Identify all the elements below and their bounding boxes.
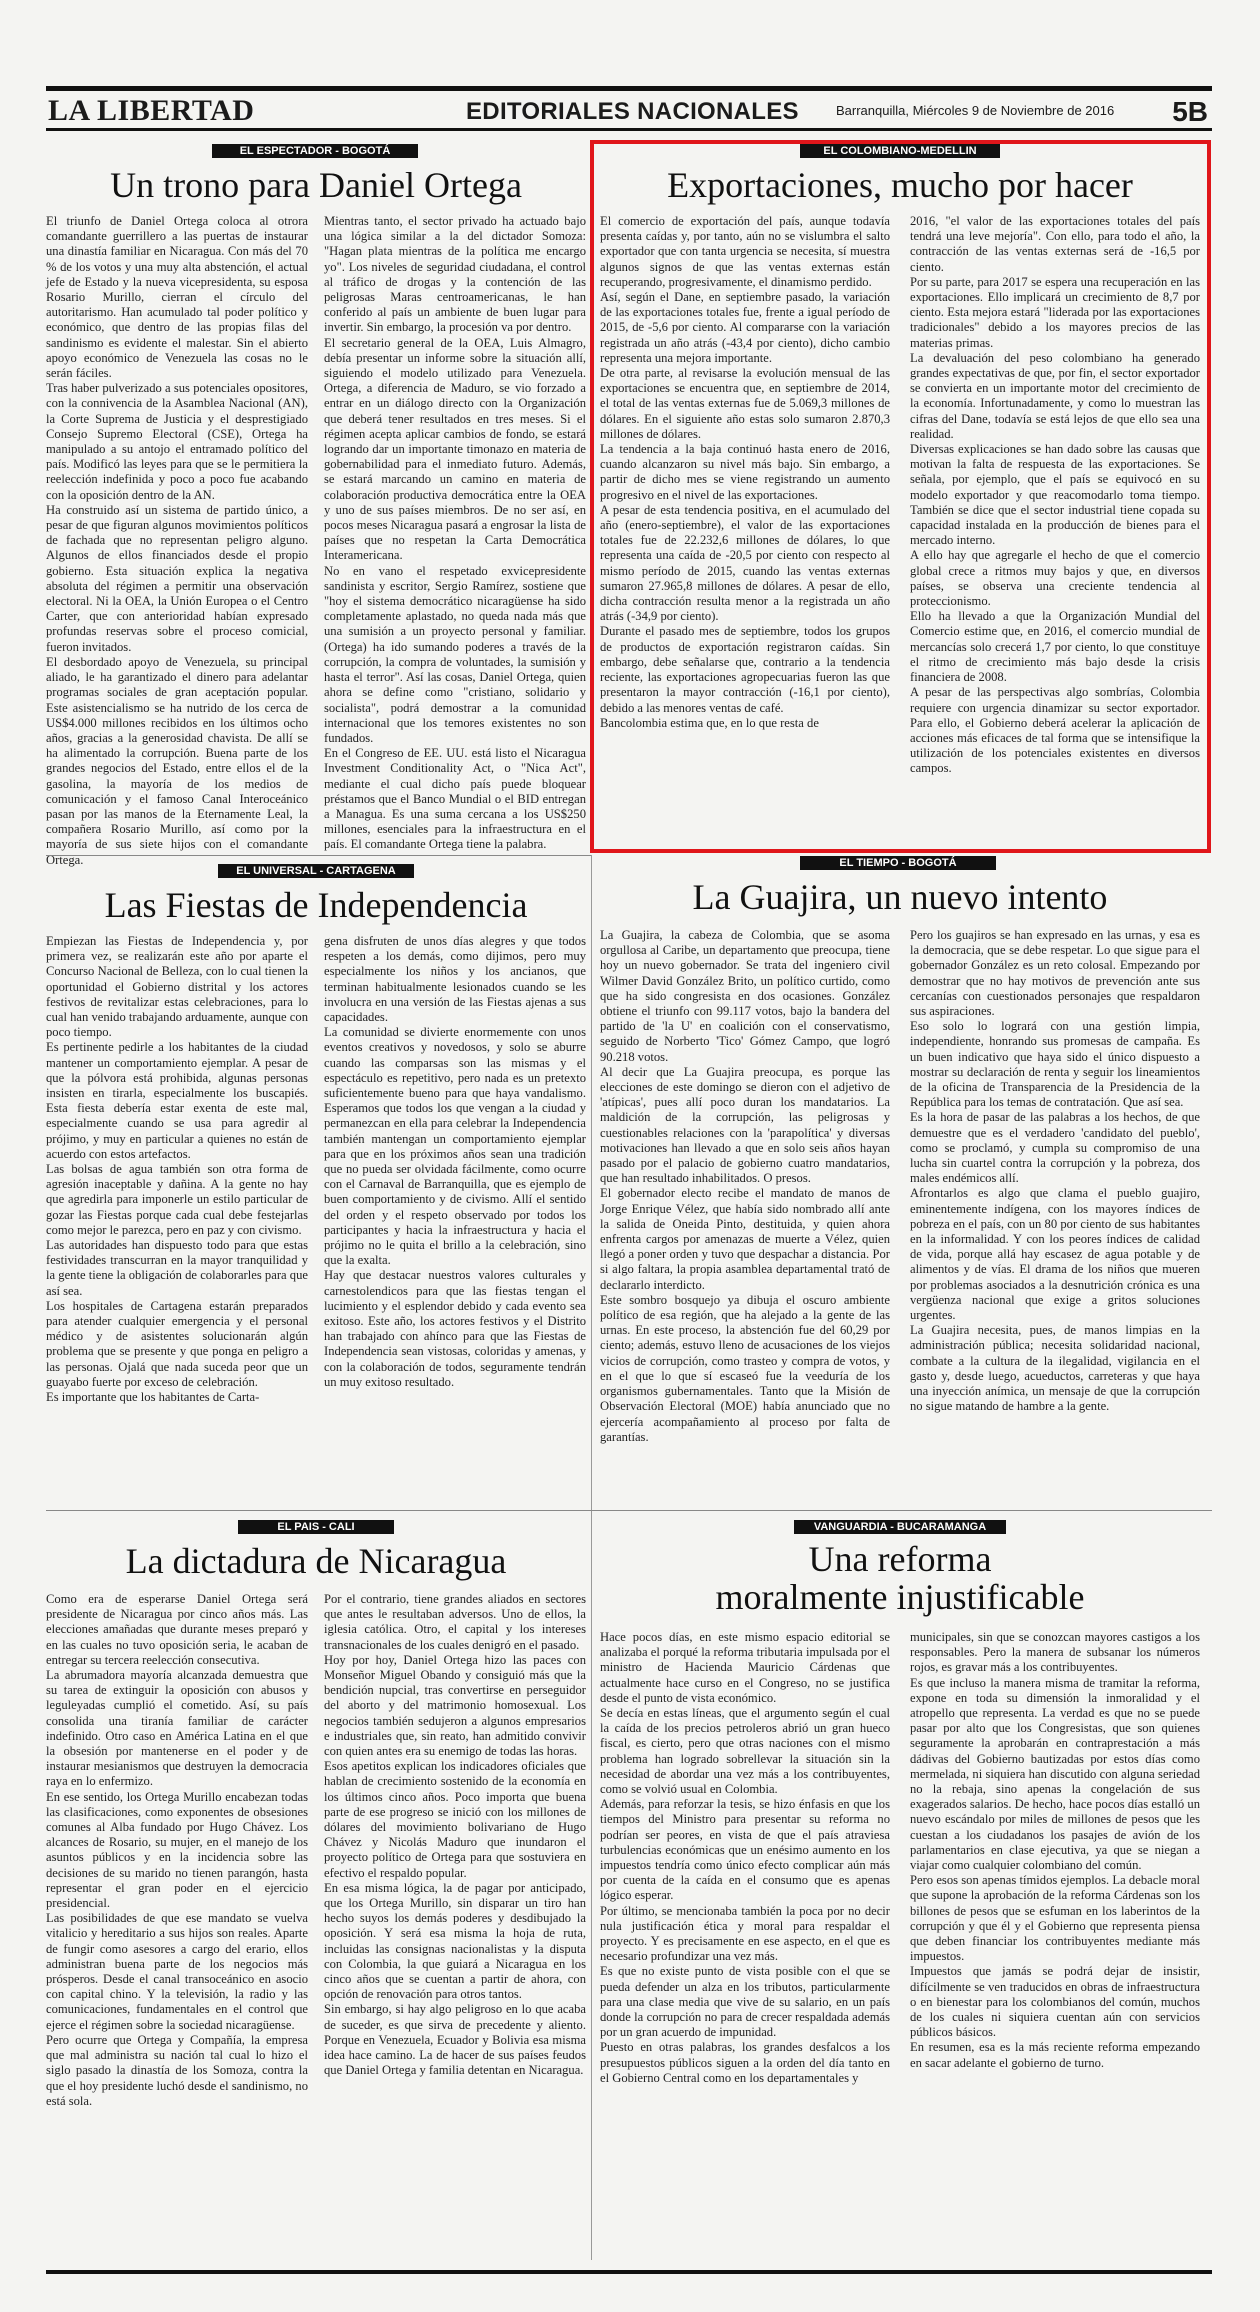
headline: Un trono para Daniel Ortega (110, 165, 522, 205)
paragraph: Por el contrario, tiene grandes aliados en sectores que antes le resultaban adversos. Uno de ellos, la iglesia católica. Otro, el capital y los intereses transnacionales de los cuales denigró en el pasado. (324, 1592, 586, 1652)
headline: Las Fiestas de Independencia (104, 885, 528, 925)
paragraph: Se decía en estas líneas, que el argumento según el cual la caída de los precios petroleros abrió un gran hueco fiscal, es cierto, pero que otras naciones con el mismo problema han logrado sobrellevar la situación sin la necesidad de abordar una vez más a los contribuyentes, como se volvió usual en Colombia. (600, 1706, 890, 1797)
article-column-2 (910, 1630, 1200, 2258)
article-column-1 (600, 214, 890, 842)
article-vanguardia (600, 1520, 1200, 2260)
page-number: 5B (1172, 96, 1208, 127)
paragraph: Puesto en otras palabras, los grandes desfalcos a los presupuestos públicos siguen a la orden del día tanto en el Gobierno Central como en los departamentales y (600, 2040, 890, 2085)
paragraph: Durante el pasado mes de septiembre, todos los grupos de productos de exportación registraron caídas. Sin embargo, debe señalarse que, contrario a la tendencia reciente, las exportaciones agropecuarias fueron las que presentaron la mayor contracción (-16,1 por ciento), debido a las menores ventas de café. (600, 624, 890, 715)
paragraph: Esos apetitos explican los indicadores oficiales que hablan de crecimiento sostenido de la economía en los últimos cinco años. Poco importa que buena parte de ese progreso se inició con los millones de dólares del movimiento bolivariano de Hugo Chávez y Nicolás Maduro que inundaron el proyecto político de Ortega para que sostuviera en efectivo el respaldo popular. (324, 1759, 586, 1880)
paragraph: En resumen, esa es la más reciente reforma empezando en sacar adelante el gobierno de turno. (910, 2040, 1200, 2070)
paragraph: Ello ha llevado a que la Organización Mundial del Comercio estime que, en 2016, el comercio mundial de mercancías solo crecerá 1,7 por ciento, lo que constituye el ritmo de crecimiento más bajo desde la crisis financiera de 2008. (910, 609, 1200, 685)
paragraph: Bancolombia estima que, en lo que resta de (600, 715, 819, 730)
paragraph: Ha construido así un sistema de partido único, a pesar de que figuran algunos movimientos políticos de fachada que no representan peligro alguno. Algunos de ellos financiados desde el propio gobierno. Esta situación explica la negativa absoluta del régimen a permitir una observación electoral. Ni la OEA, la Unión Europea o el Centro Carter, que con anterioridad habían expresado profundas reservas sobre el proceso comicial, fueron invitados. (46, 502, 308, 654)
paragraph: Por su parte, para 2017 se espera una recuperación en las exportaciones. Ello implicará un crecimiento de 8,7 por ciento. Esta mejora estará "liderada por las exportaciones tradicionales" debido a los mayores precios de las materias primas. (910, 274, 1200, 350)
paragraph: El triunfo de Daniel Ortega coloca al otrora comandante guerrillero a las puertas de instaurar una dinastía familiar en Nicaragua. Con más del 70 % de los votos y una muy alta abstención, el actual jefe de Estado y la nueva vicepresidenta, su esposa Rosario Murillo, cierran el círculo del autoritarismo. Han acumulado tal poder político y económico, que dentro de las propias filas del sandinismo es evidente el malestar. Sin el abierto apoyo económico de Venezuela las cosas no le serán fáciles. (46, 214, 308, 381)
article-column-2 (324, 214, 586, 850)
paragraph: Es pertinente pedirle a los habitantes de la ciudad mantener un comportamiento ejemplar. A pesar de que la pólvora está prohibida, algunas personas insisten en tirarla, especialmente los buscapiés. Esta fiesta debería estar exenta de este mal, especialmente cuando se usa para agredir al prójimo, y muy en particular a quienes no están de acuerdo con estos artefactos. (46, 1040, 308, 1161)
paragraph: El desbordado apoyo de Venezuela, su principal aliado, le ha garantizado el dinero para adelantar programas sociales de gran aceptación popular. Este asistencialismo se ha nutrido de los cerca de US$4.000 millones recibidos en los últimos ocho años, gracias a la generosidad chavista. De allí se ha alimentado la corrupción. Buena parte de los grandes negocios del Estado, entre ellos el de la gasolina, la mayoría de los medios de comunicación y el famoso Canal Interoceánico pasan por las manos de la Eternamente Leal, la compañera Rosario Murillo, así como por la mayoría de sus siete hijos con el comandante Ortega. (46, 654, 308, 867)
paragraph: Las bolsas de agua también son otra forma de agresión inaceptable y dañina. A la gente no hay que agredirla para imponerle un estilo particular de gozar las Fiestas porque cada cual debe festejarlas como mejor le parezca, pero en paz y con civismo. (46, 1162, 308, 1237)
paragraph: Pero esos son apenas tímidos ejemplos. La debacle moral que supone la aprobación de la reforma Cárdenas son los billones de pesos que se esfuman en los laberintos de la corrupción y que él y el Gobierno que representa piensa que deben financiar los contribuyentes mediante más impuestos. (910, 1873, 1200, 1964)
paragraph: No en vano el respetado exvicepresidente sandinista y escritor, Sergio Ramírez, sostiene que "hoy el sistema democrático nicaragüense ha sido completamente aplastado, no queda nada más que una sumisión a un proyecto personal y familiar. (Ortega) ha ido sumando poderes a través de la corrupción, la compra de voluntades, la sumisión y hasta el terror". Así las cosas, Daniel Ortega, quien ahora se define como "cristiano, solidario y socialista", podrá demostrar a la comunidad internacional que los temores existentes no son fundados. (324, 563, 586, 745)
paragraph: La Guajira, la cabeza de Colombia, que se asoma orgullosa al Caribe, un departamento que preocupa, tiene hoy un nuevo gobernador. Se trata del ingeniero civil Wilmer David González Brito, un político curtido, como que ha sido congresista en dos ocasiones. González obtiene el triunfo con 99.117 votos, bajo la bandera del partido de 'la U' en coalición con el conservatismo, seguido de Norberto 'Tico' Gómez Campo, que logró 90.218 votos. (600, 928, 890, 1064)
paragraph: El gobernador electo recibe el mandato de manos de Jorge Enrique Vélez, que había sido nombrado allí ante la salida de Oneida Pinto, destituida, y quien ahora enfrenta cargos por amenazas de muerte a Vélez, quien llegó a poner orden y tuvo que despachar a distancia. Por si algo faltara, la propia asamblea departamental trató de declararlo interdicto. (600, 1186, 890, 1292)
article-column-1 (600, 928, 890, 1502)
column-divider (591, 855, 592, 2260)
section-title: EDITORIALES NACIONALES (466, 98, 799, 125)
paragraph: En ese sentido, los Ortega Murillo encabezan todas las clasificaciones, como exponentes de obsesiones comunes al Alba fundado por Hugo Chávez. Los alcances de Rosario, su mujer, en el manejo de los asuntos públicos y en la incidencia sobre las decisiones de su marido no tienen parangón, hasta representar el gran poder en el ejercicio presidencial. (46, 1789, 308, 1911)
paragraph: La abrumadora mayoría alcanzada demuestra que su tarea de extinguir la oposición con abusos y leguleyadas cumplió el cometido. Así, su país consolida una tiranía familiar de carácter indefinido. Otro caso en América Latina en el que la obsesión por mantenerse en el poder y de instaurar mesianismos que destruyen la democracia raya en lo enfermizo. (46, 1668, 308, 1789)
paragraph: Los hospitales de Cartagena estarán preparados para atender cualquier emergencia y el personal médico y de asistentes solucionarán algún problema que se presente y que ponga en peligro a las personas. Ojalá que nada suceda peor que un guayabo fuerte por exceso de celebración. (46, 1298, 308, 1389)
paragraph: Al decir que La Guajira preocupa, es porque las elecciones de este domingo se dieron con el adjetivo de 'atípicas', pues allí poco duran los mandatarios. La maldición de la corrupción, las peligrosas y cuestionables relaciones con la 'parapolítica' y diversas motivaciones han llevado a que en solo seis años hayan pasado por el palacio de gobierno cuatro mandatarios, que han resultado inhabilitados. O presos. (600, 1064, 890, 1186)
article-column-1 (46, 1592, 308, 2258)
paragraph: De otra parte, al revisarse la evolución mensual de las exportaciones se encuentra que, en septiembre de 2014, el total de las ventas externas fue de 5.069,3 millones de dólares. En el siguiente año estas solo sumaron 2.870,3 millones de dólares. (600, 366, 890, 441)
paragraph: A pesar de las perspectivas algo sombrías, Colombia requiere con urgencia dinamizar su sector exportador. Para ello, el Gobierno deberá acelerar la aplicación de acciones más eficaces de tal forma que se intensifique la utilización de los potenciales existentes en diversos campos. (910, 685, 1200, 776)
source-badge: EL PAIS - CALI (238, 1520, 394, 1534)
paragraph: Como era de esperarse Daniel Ortega será presidente de Nicaragua por cinco años más. Las elecciones amañadas que durante meses preparó y en las cuales no tuvo oposición seria, le acaban de entregar su tercera reelección consecutiva. (46, 1592, 308, 1667)
paragraph: Es la hora de pasar de las palabras a los hechos, de que demuestre que es el verdadero 'candidato del pueblo', como se proclamó, y cumpla su compromiso de una lucha sin cuartel contra la corrupción y la pobreza, dos males endémicos allí. (910, 1110, 1200, 1186)
paragraph: La comunidad se divierte enormemente con unos eventos creativos y novedosos, y solo se aburre cuando las comparsas son las mismas y el espectáculo es repetitivo, pero nada es un pretexto suficientemente bueno para que haya vandalismo. Esperamos que todos los que vengan a la ciudad y permanezcan en ella para celebrar la Independencia también mantengan un comportamiento ejemplar para que en los próximos años sean una tradición que no pueda ser olvidada fácilmente, como ocurre con el Carnaval de Barranquilla, que es ejemplo de buen comportamiento y de civismo. Allí el sentido del orden y el respeto observado por todos los participantes y hacia la infraestructura y hacia el prójimo no le quita el brillo a la celebración, sino que la exalta. (324, 1025, 586, 1268)
paragraph: municipales, sin que se conozcan mayores castigos a los responsables. Pero la manera de subsanar los números rojos, es gravar más a los contribuyentes. (910, 1630, 1200, 1675)
paragraph: Sin embargo, si hay algo peligroso en lo que acaba de suceder, es que sirva de precedente y aliento. Porque en Venezuela, Ecuador y Bolivia esa misma idea hace camino. La de hacer de sus países feudos que Daniel Ortega y familia detentan en Nicaragua. (324, 2002, 586, 2078)
paragraph: Hay que destacar nuestros valores culturales y carnestolendicos para que las fiestas tengan el lucimiento y el esplendor debido y cada evento sea exitoso. Este año, los actores festivos y el Distrito han trabajado con ahínco para que las Fiestas de Independencia sean vistosas, coloridas y amenas, y con la colaboración de todos, seguramente tendrán un muy exitoso resultado. (324, 1268, 586, 1389)
article-column-2 (324, 1592, 586, 2258)
paragraph: La Guajira necesita, pues, de manos limpias en la administración pública; necesita solidaridad nacional, combate a la cultura de la ilegalidad, vigilancia en el gasto y, desde luego, acueductos, carreteras y que haya una inyección anímica, un mensaje de que la corrupción no sigue matando de hambre a la gente. (910, 1323, 1200, 1414)
paragraph: El comercio de exportación del país, aunque todavía presenta caídas y, por tanto, aún no se vislumbra el salto exportador que con tanta urgencia se necesita, sí muestra algunos signos de que las ventas externas están recuperando, progresivamente, el dinamismo perdido. (600, 214, 890, 289)
headline: Una reforma moralmente injustificable (715, 1539, 1085, 1617)
source-badge: EL COLOMBIANO-MEDELLIN (800, 144, 1000, 158)
article-column-1 (46, 214, 308, 867)
paragraph: Las autoridades han dispuesto todo para que estas festividades transcurran en la mayor tranquilidad y la gente tiene la obligación de colaborarles para que así sea. (46, 1238, 308, 1298)
paragraph: Es que incluso la manera misma de tramitar la reforma, expone en toda su dimensión la inmoralidad y el atropello que representa. La verdad es que no se puede pasar por alto que los Congresistas, que son quienes seguramente la aprobarán en contraprestación a más dádivas del Gobierno bautizadas por estos días como mermelada, ni siquiera han discutido con alguna seriedad no la rebaja, sino apenas la congelación de sus exagerados salarios. De hecho, hace pocos días estalló un nuevo escándalo por miles de millones de pesos que les cuestan a los ciudadanos los pasajes de avión de los parlamentarios en clase ejecutiva, ya que se niegan a viajar como cualquier colombiano del común. (910, 1675, 1200, 1873)
bottom-rule (46, 2270, 1212, 2274)
paragraph: A pesar de esta tendencia positiva, en el acumulado del año (enero-septiembre), el valor de las exportaciones totales fue de 22.232,6 millones de dólares, lo que representa una caída de -20,5 por ciento con respecto al mismo período de 2015, cuando las ventas externas sumaron 27.965,8 millones de dólares. A pesar de ello, dicha contracción resulta menor a la registrada un año atrás (-34,9 por ciento). (600, 502, 890, 624)
paragraph: Empiezan las Fiestas de Independencia y, por primera vez, se realizarán este año por aparte el Concurso Nacional de Belleza, con lo cual tienen la oportunidad el Gobierno distrital y los actores festivos de revitalizar estas celebraciones, para lo cual han venido trabajando arduamente, aunque con poco tiempo. (46, 934, 308, 1040)
paragraph: Pero los guajiros se han expresado en las urnas, y esa es la democracia, que se debe respetar. Lo que sigue para el gobernador González es un reto colosal. Empezando por demostrar que no hay motivos de prevención ante sus cercanías con cuestionados personajes que respaldaron sus aspiraciones. (910, 928, 1200, 1019)
article-pais (46, 1520, 586, 2260)
paragraph: Tras haber pulverizado a sus potenciales opositores, con la connivencia de la Asamblea Nacional (AN), la Corte Suprema de Justicia y el desprestigiado Consejo Supremo Electoral (CSE), Ortega ha manipulado a su antojo el entramado político del país. Modificó las leyes para que se le permitiera la reelección indefinida y poco a poco fue acabando con la oposición dentro de la AN. (46, 381, 308, 502)
article-colombiano (600, 144, 1200, 844)
headline: La dictadura de Nicaragua (125, 1541, 507, 1581)
newspaper-logo: LA LIBERTAD (48, 94, 255, 127)
article-espectador (46, 144, 586, 867)
article-column-2 (324, 934, 586, 1502)
paragraph: 2016, "el valor de las exportaciones totales del país tendrá una leve mejoría". Con ello, para todo el año, la contracción de las ventas externas será de -16,5 por ciento. (910, 214, 1200, 274)
paragraph: En esa misma lógica, la de pagar por anticipado, que los Ortega Murillo, sin disparar un tiro han hecho suyos los demás poderes y desdibujado la oposición. Y será esa misma la hoja de ruta, incluidas las consignas nacionalistas y la disputa con Colombia, la que guiará a Nicaragua en los cinco años que se cuentan a partir de ahora, con opción de renovación para otros tantos. (324, 1880, 586, 2002)
paragraph: En el Congreso de EE. UU. está listo el Nicaragua Investment Conditionality Act, o "Nica Act", mediante el cual dicho país puede bloquear préstamos que el Banco Mundial o el BID entregan a Managua. Es una suma cercana a los US$250 millones, esenciales para la infraestructura en el país. El comandante Ortega tiene la palabra. (324, 746, 586, 852)
paragraph: La devaluación del peso colombiano ha generado grandes expectativas de que, por fin, el sector exportador se convierta en un importante motor del crecimiento de la economía. Infortunadamente, y como lo muestran las cifras del Dane, todavía se está lejos de que ello sea una realidad. (910, 350, 1200, 441)
paragraph: Además, para reforzar la tesis, se hizo énfasis en que los tiempos del Ministro para presentar su reforma no podrían ser peores, en vista de que el país atraviesa turbulencias económicas que un enésimo aumento en los impuestos tendría como único efecto complicar aún más por cuenta de la caída en el consumo que es apenas lógico esperar. (600, 1797, 890, 1903)
article-column-1 (600, 1630, 890, 2258)
paragraph: Es que no existe punto de vista posible con el que se pueda defender un alza en los tributos, particularmente para una clase media que vive de su salario, en un país donde la corrupción no para de crecer respaldada además por un gran acuerdo de impunidad. (600, 1964, 890, 2040)
source-badge: EL TIEMPO - BOGOTÁ (800, 856, 996, 870)
source-badge: EL UNIVERSAL - CARTAGENA (218, 864, 414, 878)
paragraph: El secretario general de la OEA, Luis Almagro, debía presentar un informe sobre la situación allí, siguiendo el modelo utilizado para Venezuela. Ortega, a diferencia de Maduro, se vio forzado a entrar en un diálogo directo con la Organización que deberá tener resultados en tres meses. Si el régimen acepta aplicar cambios de fondo, se estará logrando dar un importante timonazo en materia de gobernabilidad para el inmediato futuro. Además, se estará marcando un camino en materia de colaboración productiva democrática entre la OEA y uno de sus países miembros. De no ser así, en pocos meses Nicaragua pasará a engrosar la lista de países que no respetan la Carta Democrática Interamericana. (324, 335, 586, 563)
paragraph: Mientras tanto, el sector privado ha actuado bajo una lógica similar a la del dictador Somoza: "Hagan plata mientras de la política me encargo yo". Los niveles de seguridad ciudadana, el control al tráfico de drogas y la contención de las peligrosas Maras centroamericanas, le han conferido al país un ambiente de buen lugar para invertir. Sin embargo, la procesión va por dentro. (324, 214, 586, 335)
top-rule (46, 86, 1212, 91)
paragraph: Por último, se mencionaba también la poca por no decir nula justificación ética y moral para respaldar el proyecto. Y es precisamente en ese aspecto, en el que es necesario profundizar una vez más. (600, 1903, 890, 1964)
paragraph: Las posibilidades de que ese mandato se vuelva vitalicio y hereditario a sus hijos son reales. Aparte de fungir como asesores a cargo del erario, ellos administran buena parte de los negocios más prósperos. Desde el canal transoceánico en asocio con capital chino. Y la televisión, la radio y las comunicaciones, fundamentales en el control que ejerce el régimen sobre la sociedad nicaragüense. (46, 1911, 308, 2032)
masthead (46, 94, 1212, 128)
paragraph: Impuestos que jamás se podrá dejar de insistir, difícilmente se ven traducidos en obras de infraestructura o en bienestar para los colombianos del común, muchos de los cuales ni siquiera cuentan aún con servicios públicos básicos. (910, 1964, 1200, 2040)
article-universal (46, 864, 586, 1504)
masthead-rule (46, 128, 1212, 131)
headline: La Guajira, un nuevo intento (692, 877, 1108, 917)
article-column-1 (46, 934, 308, 1502)
article-column-2 (910, 214, 1200, 842)
divider (46, 1510, 1212, 1511)
headline: Exportaciones, mucho por hacer (667, 165, 1133, 205)
source-badge: EL ESPECTADOR - BOGOTÁ (212, 144, 418, 158)
article-tiempo (600, 856, 1200, 1504)
article-column-2 (910, 928, 1200, 1502)
paragraph: Así, según el Dane, en septiembre pasado, la variación de las exportaciones totales fue, frente a igual período de 2015, de -5,6 por ciento. Al compararse con la variación registrada un año atrás (-43,4 por ciento), dicho cambio representa una mejora importante. (600, 290, 890, 365)
paragraph: Este sombro bosquejo ya dibuja el oscuro ambiente político de esa región, que ha alejado a la gente de las urnas. En este proceso, la abstención fue del 60,29 por ciento; además, estuvo lleno de acusaciones de los viejos vicios de corrupción, como trasteo y compra de votos, y en el que lo que sí escaseó fue la veeduría de los organismos gubernamentales. Tanto que la Misión de Observación Electoral (MOE) había anunciado que no ejercería acompañamiento al proceso por falta de garantías. (600, 1292, 890, 1444)
divider (46, 855, 591, 856)
paragraph: Eso solo lo logrará con una gestión limpia, independiente, honrando sus promesas de campaña. Es un buen indicativo que haya sido el único dispuesto a mostrar su declaración de renta y seguir los lineamientos de la oficina de Transparencia de la Presidencia de la República para los temas de contratación. Que así sea. (910, 1019, 1200, 1110)
paragraph: Pero ocurre que Ortega y Compañía, la empresa que mal administra su nación tal cual lo hizo el siglo pasado la dinastía de los Somoza, contra la que el hoy presidente luchó desde el sandinismo, no está sola. (46, 2032, 308, 2108)
paragraph: Afrontarlos es algo que clama el pueblo guajiro, eminentemente indígena, con los mayores índices de pobreza en el país, con un 80 por ciento de sus habitantes en la informalidad. Y con los peores índices de calidad de vida, porque allá hay escasez de agua potable y de alimentos y de vías. El drama de los niños que mueren por problemas asociados a la desnutrición crónica es una vergüenza nacional que exige a gritos soluciones urgentes. (910, 1186, 1200, 1323)
paragraph: La tendencia a la baja continuó hasta enero de 2016, cuando alcanzaron su nivel más bajo. Sin embargo, a partir de dicho mes se viene registrando un aumento progresivo en el nivel de las exportaciones. (600, 442, 890, 502)
paragraph: Diversas explicaciones se han dado sobre las causas que motivan la falta de respuesta de las exportaciones. Se señala, por ejemplo, que el país se equivocó en su modelo exportador y que reacomodarlo toma tiempo. También se dice que el sector industrial tiene copada su capacidad instalada en la producción de bienes para el mercado interno. (910, 442, 1200, 548)
source-badge: VANGUARDIA - BUCARAMANGA (794, 1520, 1006, 1534)
paragraph: gena disfruten de unos días alegres y que todos respeten a los demás, como dijimos, pero muy especialmente los niños y los ancianos, que terminan habitualmente lesionados cuando se les involucra en una versión de las Fiestas ajenas a sus capacidades. (324, 934, 586, 1025)
paragraph: Hace pocos días, en este mismo espacio editorial se analizaba el porqué la reforma tributaria impulsada por el ministro de Hacienda Mauricio Cárdenas que actualmente hace curso en el Congreso, no se justifica desde el punto de vista económico. (600, 1630, 890, 1705)
paragraph: Hoy por hoy, Daniel Ortega hizo las paces con Monseñor Miguel Obando y consiguió más que la bendición nupcial, tras convertirse en perseguidor del aborto y del matrimonio homosexual. Los negocios también sedujeron a algunos empresarios e industriales que, sin reato, han admitido convivir con quien antes era su enemigo de todas las horas. (324, 1652, 586, 1759)
paragraph: A ello hay que agregarle el hecho de que el comercio global crece a ritmos muy bajos y que, en diversos países, se observa una creciente tendencia al proteccionismo. (910, 548, 1200, 609)
dateline: Barranquilla, Miércoles 9 de Noviembre de 2016 (836, 103, 1115, 118)
paragraph: Es importante que los habitantes de Carta- (46, 1390, 260, 1405)
